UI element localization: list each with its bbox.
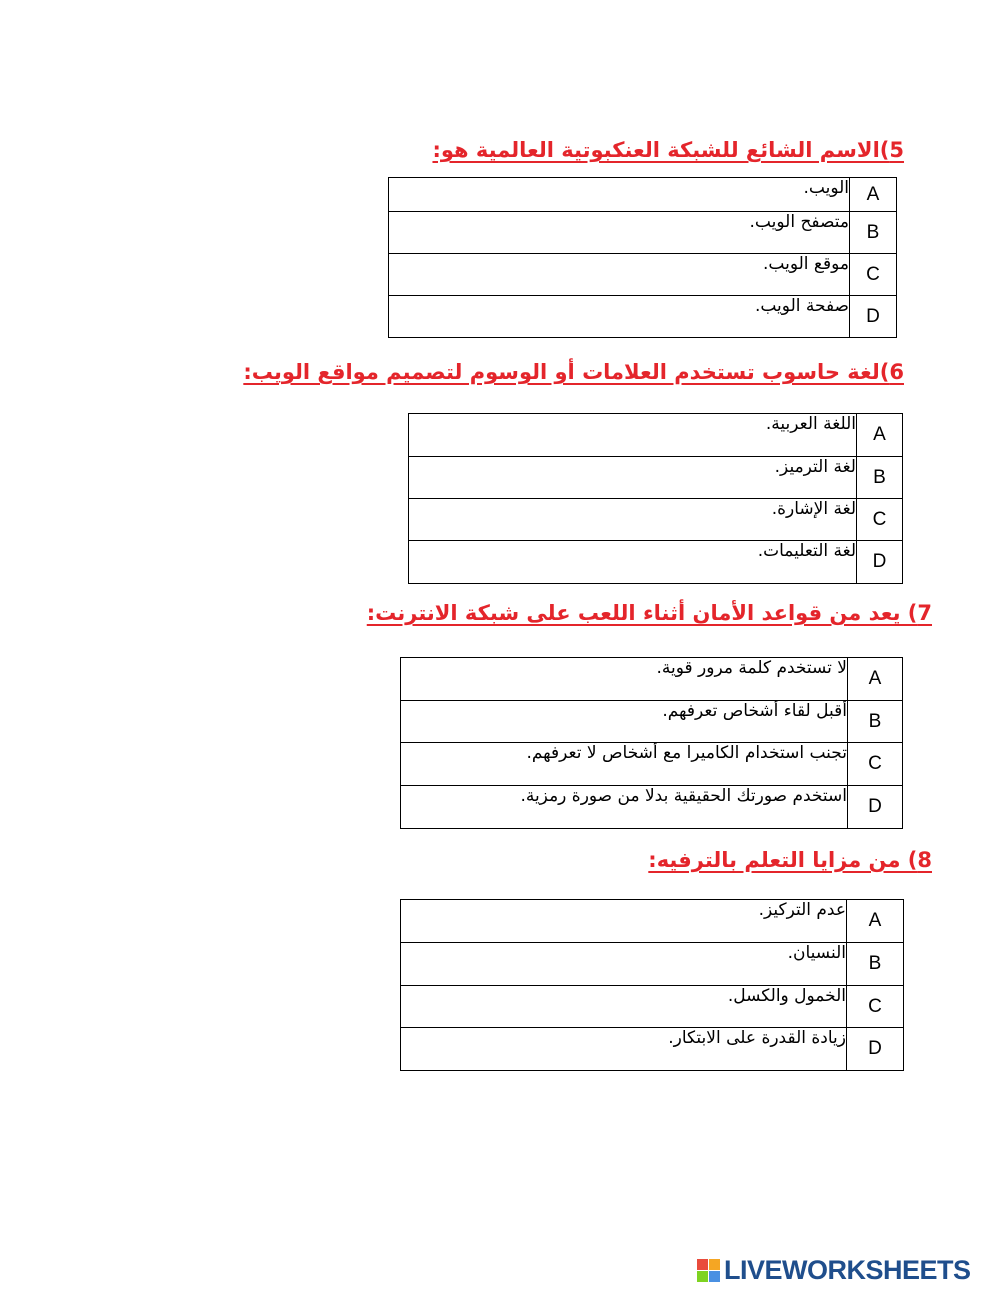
option-row[interactable] <box>401 986 904 1028</box>
option-row[interactable] <box>389 178 897 212</box>
option-row[interactable] <box>409 541 903 584</box>
option-text[interactable]: متصفح الويب. <box>389 212 850 254</box>
option-text[interactable]: موقع الويب. <box>389 254 850 296</box>
option-row[interactable] <box>389 254 897 296</box>
question-7-options <box>400 657 903 829</box>
option-row[interactable] <box>409 457 903 499</box>
option-letter: D <box>850 296 897 338</box>
option-text[interactable]: الويب. <box>389 178 850 212</box>
option-row[interactable] <box>401 1028 904 1071</box>
option-letter: C <box>848 743 903 786</box>
option-row[interactable] <box>401 786 903 829</box>
option-row[interactable] <box>401 743 903 786</box>
option-letter: C <box>857 499 903 541</box>
liveworksheets-logo <box>697 1254 971 1286</box>
option-text[interactable]: اللغة العربية. <box>409 414 857 457</box>
option-text[interactable]: استخدم صورتك الحقيقية بدلا من صورة رمزية. <box>401 786 848 829</box>
option-text[interactable]: الخمول والكسل. <box>401 986 847 1028</box>
question-7-title: 7) يعد من قواعد الأمان أثناء اللعب على شبكة الانترنت: <box>366 601 932 625</box>
option-letter: A <box>848 658 903 701</box>
question-6-title: 6)لغة حاسوب تستخدم العلامات أو الوسوم لتصميم مواقع الويب: <box>243 360 904 384</box>
option-letter: A <box>847 900 904 943</box>
option-row[interactable] <box>401 943 904 986</box>
logo-square-icon <box>709 1271 720 1282</box>
option-letter: B <box>848 701 903 743</box>
liveworksheets-logo-icon <box>697 1259 720 1282</box>
option-row[interactable] <box>401 900 904 943</box>
option-text[interactable]: لغة التعليمات. <box>409 541 857 584</box>
option-letter: D <box>857 541 903 584</box>
option-text[interactable]: النسيان. <box>401 943 847 986</box>
logo-text: LIVEWORKSHEETS <box>724 1254 971 1285</box>
logo-square-icon <box>697 1271 708 1282</box>
question-5-options <box>388 177 897 338</box>
option-text[interactable]: لا تستخدم كلمة مرور قوية. <box>401 658 848 701</box>
option-row[interactable] <box>389 296 897 338</box>
option-letter: B <box>857 457 903 499</box>
option-letter: B <box>850 212 897 254</box>
option-text[interactable]: عدم التركيز. <box>401 900 847 943</box>
option-letter: A <box>857 414 903 457</box>
option-text[interactable]: تجنب استخدام الكاميرا مع أشخاص لا تعرفهم. <box>401 743 848 786</box>
option-row[interactable] <box>401 701 903 743</box>
option-text[interactable]: أقبل لقاء أشخاص تعرفهم. <box>401 701 848 743</box>
option-text[interactable]: لغة الترميز. <box>409 457 857 499</box>
option-text[interactable]: صفحة الويب. <box>389 296 850 338</box>
option-row[interactable] <box>389 212 897 254</box>
question-8-title: 8) من مزايا التعلم بالترفيه: <box>648 848 932 872</box>
option-text[interactable]: لغة الإشارة. <box>409 499 857 541</box>
option-letter: C <box>847 986 904 1028</box>
option-letter: B <box>847 943 904 986</box>
option-letter: D <box>847 1028 904 1071</box>
option-letter: A <box>850 178 897 212</box>
logo-square-icon <box>709 1259 720 1270</box>
option-row[interactable] <box>401 658 903 701</box>
option-letter: D <box>848 786 903 829</box>
question-6-options <box>408 413 903 584</box>
option-letter: C <box>850 254 897 296</box>
question-5-title: 5)الاسم الشائع للشبكة العنكبوتية العالمية هو: <box>432 138 904 162</box>
option-text[interactable]: زيادة القدرة على الابتكار. <box>401 1028 847 1071</box>
option-row[interactable] <box>409 414 903 457</box>
option-row[interactable] <box>409 499 903 541</box>
question-8-options <box>400 899 904 1071</box>
logo-square-icon <box>697 1259 708 1270</box>
